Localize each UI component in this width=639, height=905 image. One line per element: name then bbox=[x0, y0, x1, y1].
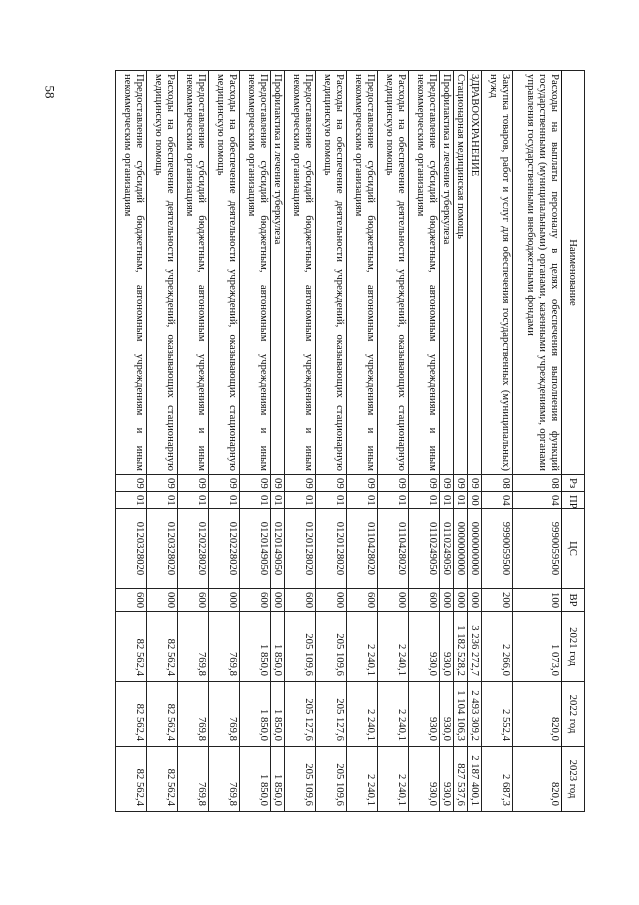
table-cell-rz: 09 bbox=[209, 475, 240, 492]
table-row bbox=[147, 71, 178, 812]
table-cell-cs: 0000000000 bbox=[454, 509, 468, 589]
header-2022: 2022 год bbox=[562, 682, 585, 747]
table-row bbox=[440, 71, 454, 812]
table-row bbox=[378, 71, 409, 812]
header-name: Наименование bbox=[562, 71, 585, 475]
table-cell-2023: 827 537,6 bbox=[454, 747, 468, 812]
table-cell-2021: 930,0 bbox=[440, 612, 454, 682]
table-cell-name: Предоставление субсидий бюджетным, автономным учреждениям и иным некоммерческим организациям bbox=[178, 71, 209, 475]
table-cell-cs: 9990059500 bbox=[513, 509, 562, 589]
table-cell-2023: 2 687,3 bbox=[482, 747, 513, 812]
header-2023: 2023 год bbox=[562, 747, 585, 812]
table-cell-2021: 205 109,6 bbox=[316, 612, 347, 682]
table-cell-2022: 820,0 bbox=[513, 682, 562, 747]
table-cell-cs: 0120328020 bbox=[147, 509, 178, 589]
table-cell-2023: 205 109,6 bbox=[285, 747, 316, 812]
table-cell-cs: 0110428020 bbox=[347, 509, 378, 589]
table-cell-name: Предоставление субсидий бюджетным, автономным учреждениям и иным некоммерческим организациям bbox=[240, 71, 271, 475]
table-cell-2021: 1 850,0 bbox=[271, 612, 285, 682]
table-cell-2022: 2 240,1 bbox=[378, 682, 409, 747]
table-cell-name: Расходы на обеспечение деятельности учреждений, оказывающих стационарную медицинскую помощь bbox=[378, 71, 409, 475]
table-cell-name: Расходы на обеспечение деятельности учреждений, оказывающих стационарную медицинскую помощь bbox=[316, 71, 347, 475]
table-cell-name: Профилактика и лечение туберкулеза bbox=[271, 71, 285, 475]
table-cell-pr: 01 bbox=[178, 492, 209, 509]
header-2021: 2021 год bbox=[562, 612, 585, 682]
table-cell-2021: 769,8 bbox=[178, 612, 209, 682]
table-cell-2022: 82 562,4 bbox=[147, 682, 178, 747]
table-row bbox=[116, 71, 147, 812]
table-cell-2023: 2 187 400,1 bbox=[468, 747, 482, 812]
table-row bbox=[271, 71, 285, 812]
header-cs: ЦС bbox=[562, 509, 585, 589]
table-cell-cs: 0000000000 bbox=[468, 509, 482, 589]
table-cell-rz: 09 bbox=[316, 475, 347, 492]
table-row bbox=[347, 71, 378, 812]
table-cell-vr: 000 bbox=[209, 589, 240, 612]
budget-table bbox=[115, 70, 585, 812]
table-cell-2022: 1 104 106,3 bbox=[454, 682, 468, 747]
table-cell-name: Стационарная медицинская помощь bbox=[454, 71, 468, 475]
budget-table-container bbox=[124, 70, 585, 811]
table-row bbox=[482, 71, 513, 812]
table-cell-vr: 000 bbox=[454, 589, 468, 612]
table-body bbox=[116, 71, 562, 812]
table-cell-vr: 000 bbox=[378, 589, 409, 612]
table-cell-2022: 205 127,6 bbox=[285, 682, 316, 747]
table-cell-vr: 600 bbox=[285, 589, 316, 612]
table-cell-vr: 100 bbox=[513, 589, 562, 612]
table-cell-pr: 01 bbox=[147, 492, 178, 509]
table-cell-pr: 04 bbox=[513, 492, 562, 509]
table-cell-rz: 09 bbox=[147, 475, 178, 492]
table-cell-pr: 01 bbox=[378, 492, 409, 509]
table-cell-rz: 08 bbox=[482, 475, 513, 492]
table-cell-2023: 205 109,6 bbox=[316, 747, 347, 812]
table-cell-2023: 769,8 bbox=[209, 747, 240, 812]
table-cell-2022: 930,0 bbox=[409, 682, 440, 747]
table-cell-name: Предоставление субсидий бюджетным, автономным учреждениям и иным некоммерческим организациям bbox=[347, 71, 378, 475]
table-cell-vr: 600 bbox=[347, 589, 378, 612]
table-cell-pr: 01 bbox=[440, 492, 454, 509]
table-cell-pr: 01 bbox=[209, 492, 240, 509]
table-cell-2023: 82 562,4 bbox=[116, 747, 147, 812]
table-cell-cs: 0120128020 bbox=[316, 509, 347, 589]
table-cell-2023: 82 562,4 bbox=[147, 747, 178, 812]
table-cell-pr: 01 bbox=[347, 492, 378, 509]
table-cell-2022: 2 240,1 bbox=[347, 682, 378, 747]
table-cell-vr: 000 bbox=[316, 589, 347, 612]
table-cell-2022: 1 850,0 bbox=[271, 682, 285, 747]
table-cell-rz: 09 bbox=[240, 475, 271, 492]
table-cell-cs: 9990059500 bbox=[482, 509, 513, 589]
table-cell-pr: 01 bbox=[271, 492, 285, 509]
table-cell-2021: 1 182 528,2 bbox=[454, 612, 468, 682]
table-cell-cs: 0120228020 bbox=[209, 509, 240, 589]
table-cell-2022: 2 493 309,2 bbox=[468, 682, 482, 747]
table-cell-pr: 01 bbox=[285, 492, 316, 509]
table-cell-pr: 01 bbox=[240, 492, 271, 509]
table-cell-2023: 769,8 bbox=[178, 747, 209, 812]
table-cell-name: Закупка товаров, работ и услуг для обеспечения государственных (муниципальных) нужд bbox=[482, 71, 513, 475]
table-cell-name: Предоставление субсидий бюджетным, автономным учреждениям и иным некоммерческим организациям bbox=[116, 71, 147, 475]
header-pr: ПР bbox=[562, 492, 585, 509]
table-cell-2021: 205 109,6 bbox=[285, 612, 316, 682]
table-row bbox=[513, 71, 562, 812]
table-cell-rz: 08 bbox=[513, 475, 562, 492]
table-cell-2022: 2 552,4 bbox=[482, 682, 513, 747]
table-cell-cs: 0110249050 bbox=[409, 509, 440, 589]
table-cell-pr: 04 bbox=[482, 492, 513, 509]
table-cell-2021: 1 073,0 bbox=[513, 612, 562, 682]
table-cell-cs: 0120149050 bbox=[240, 509, 271, 589]
table-cell-rz: 09 bbox=[285, 475, 316, 492]
table-cell-pr: 00 bbox=[468, 492, 482, 509]
table-cell-cs: 0110428020 bbox=[378, 509, 409, 589]
table-cell-pr: 01 bbox=[454, 492, 468, 509]
table-cell-2023: 2 240,1 bbox=[378, 747, 409, 812]
table-cell-2021: 1 850,0 bbox=[240, 612, 271, 682]
table-cell-rz: 09 bbox=[116, 475, 147, 492]
table-cell-2023: 1 850,0 bbox=[240, 747, 271, 812]
table-cell-vr: 000 bbox=[468, 589, 482, 612]
table-cell-2021: 769,8 bbox=[209, 612, 240, 682]
table-cell-2023: 820,0 bbox=[513, 747, 562, 812]
table-cell-name: Предоставление субсидий бюджетным, автономным учреждениям и иным некоммерческим организациям bbox=[409, 71, 440, 475]
table-cell-2022: 930,0 bbox=[440, 682, 454, 747]
table-cell-name: ЗДРАВООХРАНЕНИЕ bbox=[468, 71, 482, 475]
table-cell-2021: 2 240,1 bbox=[378, 612, 409, 682]
table-cell-2021: 2 266,0 bbox=[482, 612, 513, 682]
table-cell-name: Профилактика и лечение туберкулеза bbox=[440, 71, 454, 475]
table-cell-2023: 930,0 bbox=[409, 747, 440, 812]
table-cell-pr: 01 bbox=[116, 492, 147, 509]
table-cell-cs: 0120128020 bbox=[285, 509, 316, 589]
table-row bbox=[240, 71, 271, 812]
table-cell-2021: 2 240,1 bbox=[347, 612, 378, 682]
page-number: 58 bbox=[42, 85, 58, 99]
table-cell-2021: 82 562,4 bbox=[116, 612, 147, 682]
table-cell-cs: 0120328020 bbox=[116, 509, 147, 589]
table-cell-name: Предоставление субсидий бюджетным, автономным учреждениям и иным некоммерческим организациям bbox=[285, 71, 316, 475]
table-cell-2023: 1 850,0 bbox=[271, 747, 285, 812]
table-cell-cs: 0110249050 bbox=[440, 509, 454, 589]
table-cell-rz: 09 bbox=[440, 475, 454, 492]
table-cell-vr: 200 bbox=[482, 589, 513, 612]
table-cell-cs: 0120149050 bbox=[271, 509, 285, 589]
table-cell-vr: 600 bbox=[116, 589, 147, 612]
table-cell-rz: 09 bbox=[378, 475, 409, 492]
table-cell-2023: 2 240,1 bbox=[347, 747, 378, 812]
table-cell-2021: 82 562,4 bbox=[147, 612, 178, 682]
table-row bbox=[178, 71, 209, 812]
header-rz: Рз bbox=[562, 475, 585, 492]
table-cell-rz: 09 bbox=[468, 475, 482, 492]
table-header-row bbox=[562, 71, 585, 812]
table-cell-vr: 600 bbox=[409, 589, 440, 612]
table-cell-rz: 09 bbox=[178, 475, 209, 492]
table-cell-vr: 000 bbox=[147, 589, 178, 612]
table-cell-rz: 09 bbox=[409, 475, 440, 492]
table-cell-rz: 09 bbox=[454, 475, 468, 492]
table-cell-cs: 0120228020 bbox=[178, 509, 209, 589]
table-row bbox=[209, 71, 240, 812]
table-cell-2023: 930,0 bbox=[440, 747, 454, 812]
table-cell-2022: 769,8 bbox=[209, 682, 240, 747]
table-cell-vr: 000 bbox=[440, 589, 454, 612]
table-cell-vr: 600 bbox=[240, 589, 271, 612]
table-row bbox=[316, 71, 347, 812]
table-row bbox=[454, 71, 468, 812]
table-row bbox=[409, 71, 440, 812]
table-cell-2022: 769,8 bbox=[178, 682, 209, 747]
table-cell-pr: 01 bbox=[409, 492, 440, 509]
table-cell-rz: 09 bbox=[271, 475, 285, 492]
table-cell-2021: 930,0 bbox=[409, 612, 440, 682]
table-cell-vr: 000 bbox=[271, 589, 285, 612]
table-cell-vr: 600 bbox=[178, 589, 209, 612]
table-cell-2022: 205 127,6 bbox=[316, 682, 347, 747]
table-row bbox=[285, 71, 316, 812]
table-cell-name: Расходы на выплаты персоналу в целях обеспечения выполнения функций государственными (муниципальными) органами, казенными учреждениями, органами управления государственными внебюджетными фондами bbox=[513, 71, 562, 475]
table-cell-2022: 1 850,0 bbox=[240, 682, 271, 747]
table-cell-name: Расходы на обеспечение деятельности учреждений, оказывающих стационарную медицинскую помощь bbox=[147, 71, 178, 475]
header-vr: ВР bbox=[562, 589, 585, 612]
table-row bbox=[468, 71, 482, 812]
table-cell-pr: 01 bbox=[316, 492, 347, 509]
table-cell-2021: 3 236 272,7 bbox=[468, 612, 482, 682]
table-cell-2022: 82 562,4 bbox=[116, 682, 147, 747]
table-cell-name: Расходы на обеспечение деятельности учреждений, оказывающих стационарную медицинскую помощь bbox=[209, 71, 240, 475]
table-cell-rz: 09 bbox=[347, 475, 378, 492]
